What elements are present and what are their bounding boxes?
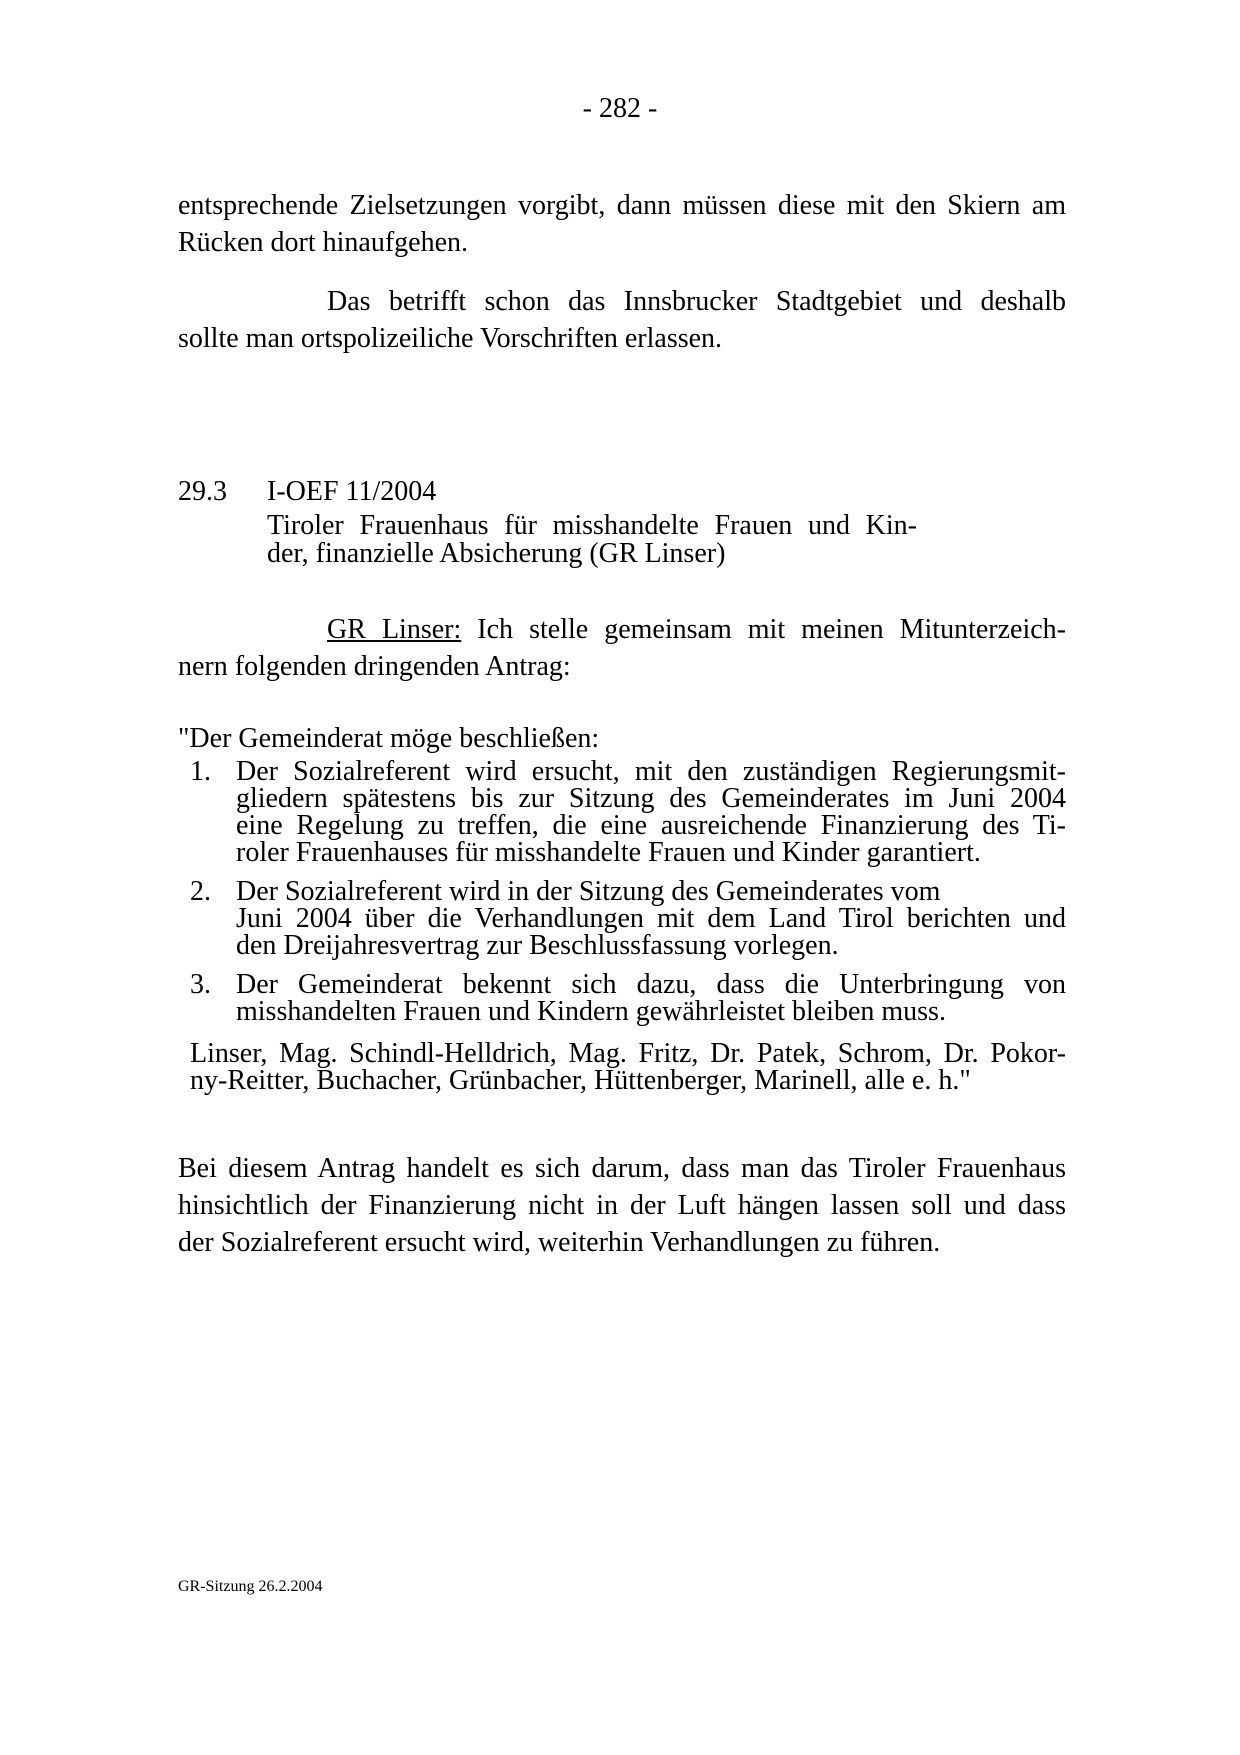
signers-line: Linser, Mag. Schindl-Helldrich, Mag. Fritz, Dr. Patek, Schrom, Dr. Pokor- (190, 1038, 1066, 1069)
speaker-text: Ich stelle gemeinsam mit meinen Mitunterzeich- (461, 614, 1066, 645)
motion-list (178, 758, 1066, 1037)
motion-item-line: gliedern spätestens bis zur Sitzung des Gemeinderates im Juni 2004 (236, 783, 1066, 814)
motion-item-number: 3. (190, 969, 211, 1000)
motion-item-line: den Dreijahresvertrag zur Beschlussfassung vorlegen. (236, 930, 839, 961)
agenda-item-heading (178, 475, 436, 509)
speaker-name: GR Linser: (327, 614, 462, 645)
paragraph-line: Bei diesem Antrag handelt es sich darum, dass man das Tiroler Frauenhaus (178, 1153, 1066, 1184)
motion-item-line: Juni 2004 über die Verhandlungen mit dem Land Tirol berichten und (236, 903, 1066, 934)
paragraph-line: entsprechende Zielsetzungen vorgibt, dann müssen diese mit den Skiern am (178, 190, 1066, 221)
motion-item-line: Der Sozialreferent wird ersucht, mit den zuständigen Regierungsmit- (236, 756, 1066, 787)
motion-intro: "Der Gemeinderat möge beschließen: (178, 723, 600, 754)
motion-item-number: 2. (190, 876, 211, 907)
paragraph-line: Rücken dort hinaufgehen. (178, 227, 469, 258)
motion-item-line: Der Gemeinderat bekennt sich dazu, dass die Unterbringung von (236, 969, 1066, 1000)
paragraph-line: der Sozialreferent ersucht wird, weiterhin Verhandlungen zu führen. (178, 1227, 941, 1258)
speaker-line (178, 611, 1066, 648)
signers-line: ny-Reitter, Buchacher, Grünbacher, Hüttenberger, Marinell, alle e. h." (190, 1065, 971, 1096)
motion-item-line: eine Regelung zu treffen, die eine ausreichende Finanzierung des Ti- (236, 810, 1066, 841)
motion-item-line: Der Sozialreferent wird in der Sitzung des Gemeinderates vom (236, 876, 941, 907)
motion-item-line: misshandelten Frauen und Kindern gewährleistet bleiben muss. (236, 996, 946, 1027)
motion-item (178, 971, 1066, 1025)
agenda-item-title (267, 512, 917, 568)
paragraph-line: sollte man ortspolizeiliche Vorschriften erlassen. (178, 323, 723, 354)
agenda-item-number: 29.3 (178, 476, 227, 507)
paragraph-line: hinsichtlich der Finanzierung nicht in der Luft hängen lassen soll und dass (178, 1190, 1066, 1221)
agenda-title-line: Tiroler Frauenhaus für misshandelte Frauen und Kin- (267, 510, 917, 541)
agenda-item-code: I-OEF 11/2004 (267, 476, 437, 507)
motion-item (178, 878, 1066, 959)
motion-item-line: roler Frauenhauses für misshandelte Frauen und Kinder garantiert. (236, 837, 981, 868)
speaker-paragraph (178, 611, 1066, 685)
page-number: - 282 - (582, 93, 658, 124)
second-paragraph (178, 283, 1066, 357)
paragraph-line: Das betrifft schon das Innsbrucker Stadtgebiet und deshalb (327, 286, 1066, 317)
agenda-title-line: der, finanzielle Absicherung (GR Linser) (267, 538, 726, 569)
motion-item (178, 758, 1066, 866)
motion-item-number: 1. (190, 756, 211, 787)
motion-signers (190, 1040, 1066, 1094)
closing-paragraph (178, 1150, 1066, 1261)
page-footer: GR-Sitzung 26.2.2004 (178, 1578, 323, 1595)
intro-paragraph (178, 187, 1066, 261)
speaker-line: nern folgenden dringenden Antrag: (178, 651, 571, 682)
